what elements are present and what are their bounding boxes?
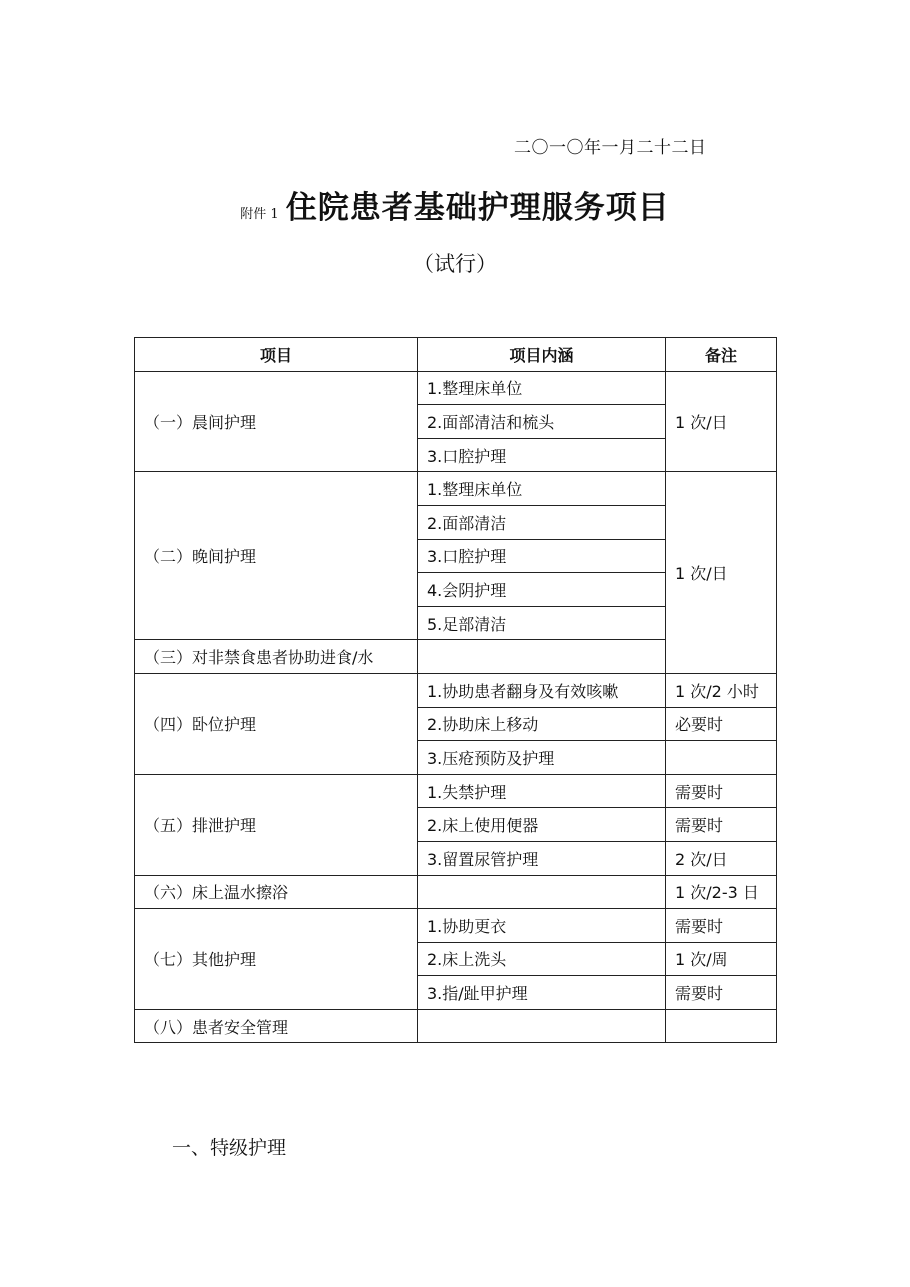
item-content: 4.会阴护理 — [418, 573, 666, 607]
item-note: 1 次/日 — [666, 371, 777, 472]
item-content: 2.面部清洁和梳头 — [418, 405, 666, 439]
title-block — [0, 182, 910, 227]
item-content: 5.足部清洁 — [418, 606, 666, 640]
attachment-label: 附件 1 — [240, 207, 279, 222]
group-name: （五）排泄护理 — [135, 774, 418, 875]
item-content: 2.面部清洁 — [418, 505, 666, 539]
header-project: 项目 — [135, 338, 418, 372]
group-name: （六）床上温水擦浴 — [135, 875, 418, 909]
item-note: 需要时 — [666, 808, 777, 842]
item-content — [418, 1009, 666, 1043]
item-note — [666, 1009, 777, 1043]
item-content — [418, 875, 666, 909]
item-content — [418, 640, 666, 674]
header-content: 项目内涵 — [418, 338, 666, 372]
item-content: 3.指/趾甲护理 — [418, 976, 666, 1010]
item-note: 1 次/周 — [666, 942, 777, 976]
item-content: 2.床上使用便器 — [418, 808, 666, 842]
table-row — [135, 909, 777, 943]
item-note: 需要时 — [666, 909, 777, 943]
page-subtitle: （试行） — [413, 252, 497, 276]
item-content: 1.整理床单位 — [418, 371, 666, 405]
item-note: 2 次/日 — [666, 841, 777, 875]
section-heading: 一、特级护理 — [172, 1137, 287, 1159]
item-note: 1 次/2-3 日 — [666, 875, 777, 909]
item-content: 1.协助更衣 — [418, 909, 666, 943]
item-content: 1.整理床单位 — [418, 472, 666, 506]
table-row — [135, 371, 777, 405]
group-name: （七）其他护理 — [135, 909, 418, 1010]
group-name: （一）晨间护理 — [135, 371, 418, 472]
page-title: 住院患者基础护理服务项目 — [285, 190, 670, 226]
item-content: 1.协助患者翻身及有效咳嗽 — [418, 673, 666, 707]
item-content: 2.床上洗头 — [418, 942, 666, 976]
table-row — [135, 875, 777, 909]
nursing-service-table — [134, 337, 777, 1043]
item-content: 1.失禁护理 — [418, 774, 666, 808]
item-content: 3.压疮预防及护理 — [418, 741, 666, 775]
item-content: 3.口腔护理 — [418, 539, 666, 573]
item-note: 1 次/日 — [666, 472, 777, 674]
header-note: 备注 — [666, 338, 777, 372]
group-name: （八）患者安全管理 — [135, 1009, 418, 1043]
table-row — [135, 472, 777, 506]
item-note: 需要时 — [666, 976, 777, 1010]
group-name: （三）对非禁食患者协助进食/水 — [135, 640, 418, 674]
group-name: （二）晚间护理 — [135, 472, 418, 640]
table-row — [135, 1009, 777, 1043]
item-note: 1 次/2 小时 — [666, 673, 777, 707]
item-content: 2.协助床上移动 — [418, 707, 666, 741]
item-content: 3.口腔护理 — [418, 438, 666, 472]
table-row — [135, 673, 777, 707]
table-row — [135, 774, 777, 808]
item-note — [666, 741, 777, 775]
item-note: 需要时 — [666, 774, 777, 808]
item-note: 必要时 — [666, 707, 777, 741]
table-header-row — [135, 338, 777, 372]
item-content: 3.留置尿管护理 — [418, 841, 666, 875]
document-date: 二〇一〇年一月二十二日 — [514, 138, 707, 158]
group-name: （四）卧位护理 — [135, 673, 418, 774]
